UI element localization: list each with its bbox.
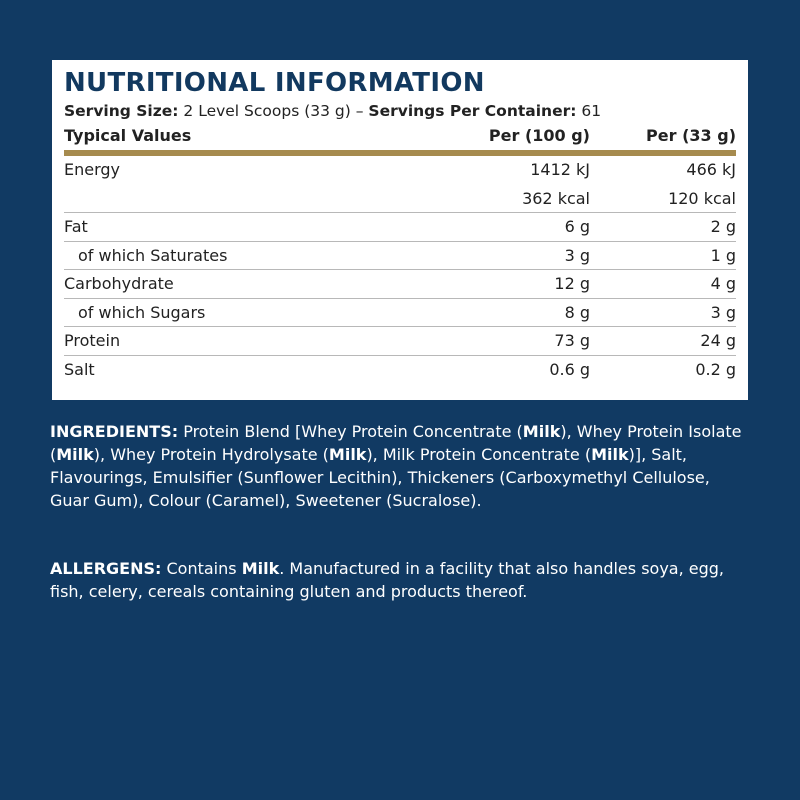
value-per-serving: 4 g <box>710 274 736 293</box>
allergen-milk: Milk <box>591 445 629 464</box>
table-row <box>64 185 736 214</box>
table-header <box>64 124 736 156</box>
value-per-serving: 2 g <box>710 217 736 236</box>
serving-size-label: Serving Size: <box>64 102 179 120</box>
value-per-serving: 1 g <box>710 245 736 265</box>
table-row <box>64 299 736 328</box>
allergens-label: ALLERGENS: <box>50 559 162 578</box>
value-per-100g: 6 g <box>564 217 590 236</box>
allergen-milk: Milk <box>522 422 561 441</box>
ingredients-part: ), Milk Protein Concentrate ( <box>366 445 592 464</box>
nutrition-panel <box>52 60 748 400</box>
nutrient-name: Fat <box>64 217 88 236</box>
allergens-text <box>50 557 750 603</box>
ingredients-label: INGREDIENTS: <box>50 422 179 441</box>
value-per-serving: 3 g <box>710 302 736 322</box>
nutrient-name: of which Saturates <box>78 245 228 265</box>
value-per-serving: 24 g <box>700 331 736 350</box>
ingredients-part: ), Whey Protein Isolate ( <box>50 422 742 464</box>
panel-title: NUTRITIONAL INFORMATION <box>64 68 485 98</box>
table-row <box>64 270 736 299</box>
nutrient-name: Energy <box>64 160 121 179</box>
table-row <box>64 327 736 356</box>
value-per-100g: 362 kcal <box>522 188 590 208</box>
value-per-serving: 0.2 g <box>695 359 736 379</box>
nutrient-name: Protein <box>64 331 121 350</box>
header-per-100g: Per (100 g) <box>488 126 590 145</box>
value-per-serving: 466 kJ <box>686 160 736 179</box>
serving-size-value: 2 Level Scoops (33 g) – <box>178 102 369 120</box>
serving-info <box>64 100 736 124</box>
allergen-milk: Milk <box>241 559 280 578</box>
ingredients-part: )], Salt, Flavourings, Emulsifier (Sunflower Lecithin), Thickeners (Carboxymethyl Cellulose, Guar Gum), Colour (Caramel), Sweetener (Sucralose). <box>50 445 710 510</box>
value-per-100g: 73 g <box>554 331 590 350</box>
nutrient-name <box>64 185 456 213</box>
allergens-part: . Manufactured in a facility that also handles soya, egg, fish, celery, cereals containing gluten and products thereof. <box>50 559 725 601</box>
nutrient-name: of which Sugars <box>78 302 206 322</box>
header-per-serving: Per (33 g) <box>646 126 736 145</box>
table-row <box>64 213 736 242</box>
value-per-100g: 1412 kJ <box>530 160 590 179</box>
value-per-serving: 120 kcal <box>668 188 736 208</box>
ingredients-part: ), Whey Protein Hydrolysate ( <box>93 445 329 464</box>
ingredients-part: Protein Blend [Whey Protein Concentrate ( <box>178 422 523 441</box>
header-typical-values: Typical Values <box>64 126 192 145</box>
table-row <box>64 156 736 185</box>
nutrient-name: Salt <box>64 359 95 379</box>
table-row <box>64 356 736 385</box>
value-per-100g: 3 g <box>564 245 590 265</box>
value-per-100g: 0.6 g <box>549 359 590 379</box>
ingredients-text <box>50 420 750 512</box>
value-per-100g: 8 g <box>564 302 590 322</box>
allergens-part: Contains <box>161 559 242 578</box>
value-per-100g: 12 g <box>554 274 590 293</box>
allergen-milk: Milk <box>56 445 94 464</box>
allergen-milk: Milk <box>328 445 367 464</box>
servings-per-container-value: 61 <box>576 102 602 120</box>
servings-per-container-label: Servings Per Container: <box>368 102 577 120</box>
nutrient-name: Carbohydrate <box>64 274 174 293</box>
table-row <box>64 242 736 271</box>
